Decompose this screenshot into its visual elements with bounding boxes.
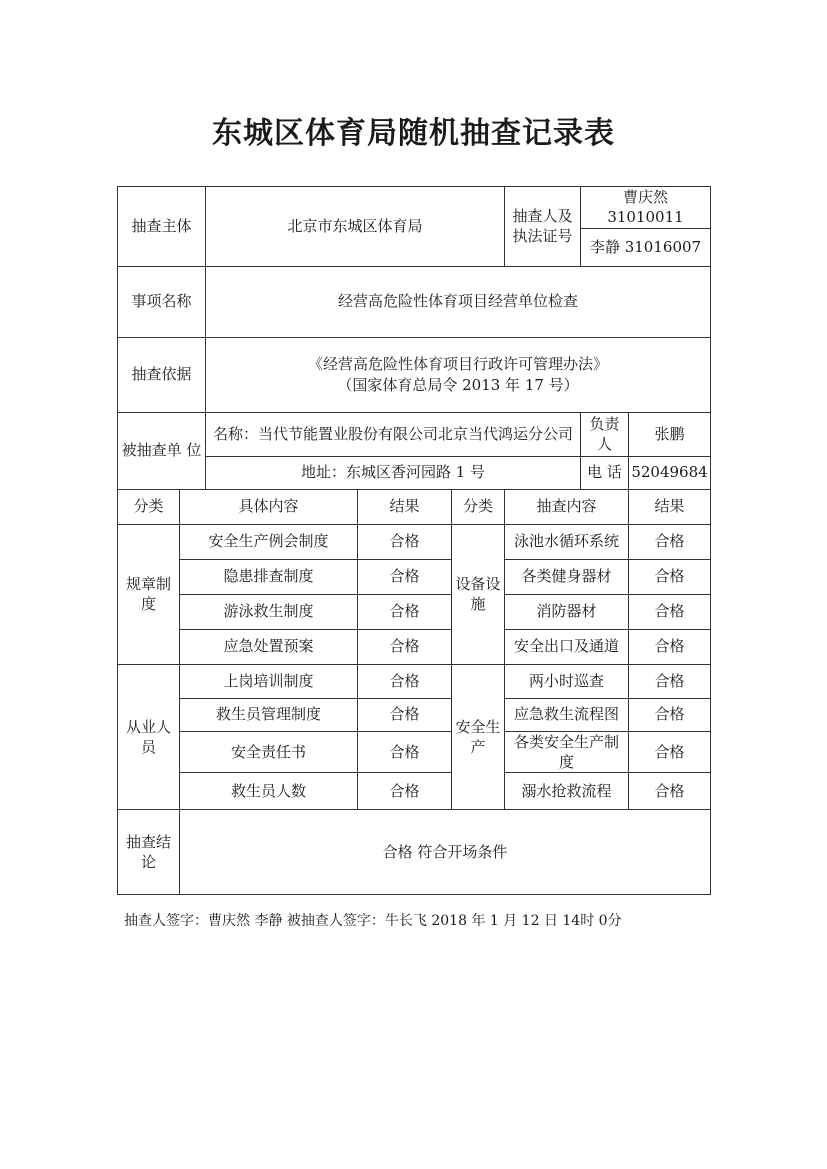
unit-label: 被抽查单 位 <box>118 412 206 489</box>
basis-label: 抽查依据 <box>118 337 206 412</box>
table-row <box>118 731 711 773</box>
responsible-value: 张鹏 <box>629 412 711 456</box>
inspector-label: 抽查人及执法证号 <box>505 187 581 267</box>
responsible-label: 负责人 <box>581 412 629 456</box>
table-row <box>118 559 711 594</box>
basis-line-1: 《经营高危险性体育项目行政许可管理办法》 <box>308 355 609 374</box>
category-cell: 设备设施 <box>452 524 505 664</box>
subject-label: 抽查主体 <box>118 187 206 267</box>
column-header-result: 结果 <box>358 489 452 524</box>
result-cell: 合格 <box>629 698 711 731</box>
category-cell: 从业人员 <box>118 664 180 810</box>
result-cell: 合格 <box>629 524 711 559</box>
subject-value: 北京市东城区体育局 <box>206 187 505 267</box>
conclusion-label: 抽查结论 <box>118 810 180 895</box>
table-row <box>118 629 711 664</box>
inspector-1: 曹庆然 31010011 <box>581 187 711 229</box>
conclusion-value: 合格 符合开场条件 <box>180 810 711 895</box>
column-header-content: 具体内容 <box>180 489 358 524</box>
table-row <box>118 773 711 810</box>
item-cell: 消防器材 <box>505 594 629 629</box>
table-row <box>118 664 711 698</box>
item-cell: 救生员管理制度 <box>180 698 358 731</box>
inspector-2: 李静 31016007 <box>581 228 711 266</box>
item-cell: 安全出口及通道 <box>505 629 629 664</box>
item-cell: 上岗培训制度 <box>180 664 358 698</box>
result-cell: 合格 <box>629 731 711 773</box>
table-row <box>118 698 711 731</box>
item-cell: 安全生产例会制度 <box>180 524 358 559</box>
table-row <box>118 524 711 559</box>
item-cell: 溺水抢救流程 <box>505 773 629 810</box>
phone-label: 电 话 <box>581 456 629 489</box>
result-cell: 合格 <box>358 773 452 810</box>
item-cell: 两小时巡查 <box>505 664 629 698</box>
phone-value: 52049684 <box>629 456 711 489</box>
item-cell: 应急救生流程图 <box>505 698 629 731</box>
column-header-check: 抽查内容 <box>505 489 629 524</box>
result-cell: 合格 <box>629 594 711 629</box>
inspection-record-table <box>117 186 711 895</box>
item-cell: 应急处置预案 <box>180 629 358 664</box>
column-header-category-2: 分类 <box>452 489 505 524</box>
column-header-result-2: 结果 <box>629 489 711 524</box>
item-cell: 安全责任书 <box>180 731 358 773</box>
result-cell: 合格 <box>358 731 452 773</box>
item-value: 经营高危险性体育项目经营单位检查 <box>206 266 711 337</box>
column-header-category: 分类 <box>118 489 180 524</box>
item-cell: 游泳救生制度 <box>180 594 358 629</box>
result-cell: 合格 <box>358 524 452 559</box>
result-cell: 合格 <box>629 664 711 698</box>
result-cell: 合格 <box>629 629 711 664</box>
item-cell: 各类健身器材 <box>505 559 629 594</box>
category-cell: 安全生产 <box>452 664 505 810</box>
item-label: 事项名称 <box>118 266 206 337</box>
item-cell: 泳池水循环系统 <box>505 524 629 559</box>
result-cell: 合格 <box>629 773 711 810</box>
item-cell: 隐患排查制度 <box>180 559 358 594</box>
result-cell: 合格 <box>358 698 452 731</box>
unit-address: 地址：东城区香河园路 1 号 <box>206 456 581 489</box>
unit-name: 名称：当代节能置业股份有限公司北京当代鸿运分公司 <box>206 412 581 456</box>
item-cell: 救生员人数 <box>180 773 358 810</box>
result-cell: 合格 <box>358 664 452 698</box>
table-row <box>118 594 711 629</box>
result-cell: 合格 <box>358 559 452 594</box>
result-cell: 合格 <box>358 629 452 664</box>
signature-line: 抽查人签字：曹庆然 李静 被抽查人签字：牛长飞 2018 年 1 月 12 日 14时 0分 <box>124 913 622 929</box>
item-cell: 各类安全生产制度 <box>505 731 629 773</box>
basis-line-2: （国家体育总局令 2013 年 17 号） <box>337 375 579 394</box>
basis-value <box>206 337 711 412</box>
document-title: 东城区体育局随机抽查记录表 <box>212 116 615 151</box>
category-cell: 规章制度 <box>118 524 180 664</box>
result-cell: 合格 <box>629 559 711 594</box>
result-cell: 合格 <box>358 594 452 629</box>
